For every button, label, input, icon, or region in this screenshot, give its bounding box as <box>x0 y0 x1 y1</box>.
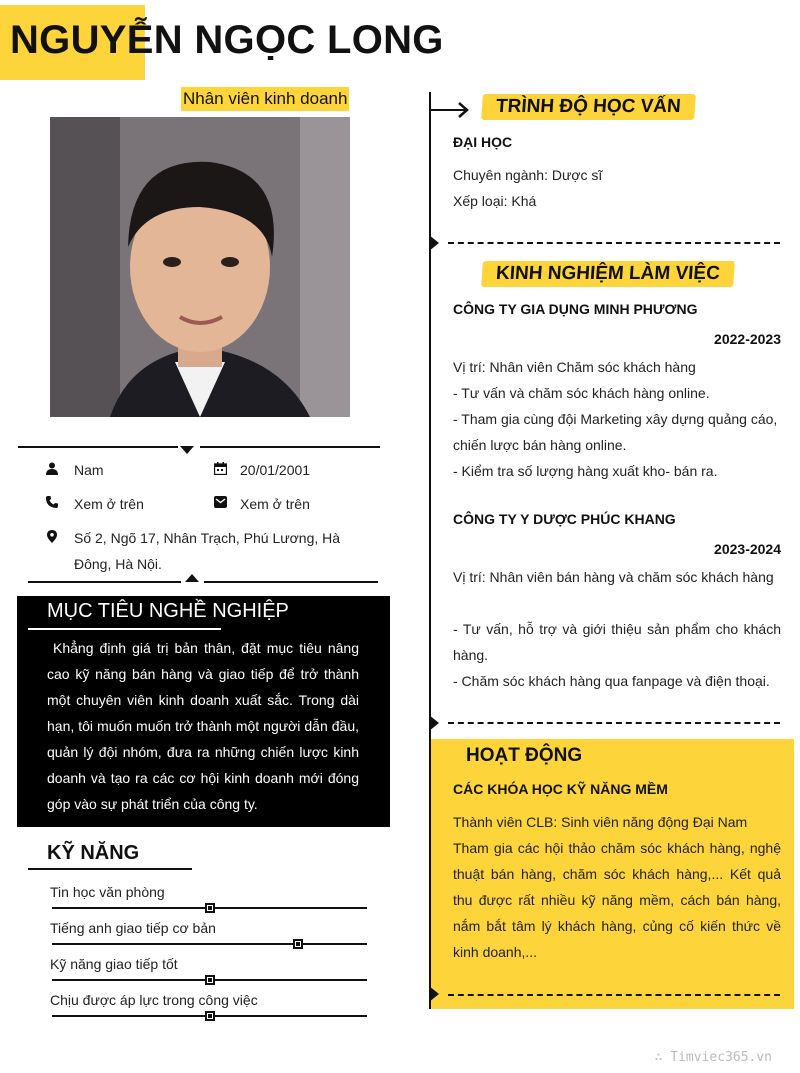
timeline-marker <box>429 715 439 731</box>
activities-line: Thành viên CLB: Sinh viên năng động Đại Nam <box>453 814 748 830</box>
company-name: CÔNG TY GIA DỤNG MINH PHƯƠNG <box>453 301 698 317</box>
user-icon <box>45 461 59 475</box>
job-title: Nhân viên kinh doanh <box>181 87 349 111</box>
skill-label: Kỹ năng giao tiếp tốt <box>50 956 178 972</box>
section-divider <box>448 722 780 724</box>
job-duty: - Kiểm tra số lượng hàng xuất kho- bán ra. <box>453 463 718 479</box>
company-name: CÔNG TY Y DƯỢC PHÚC KHANG <box>453 511 676 527</box>
divider-marker <box>180 446 194 454</box>
activities-text: Tham gia các hội thảo chăm sóc khách hàng, nghệ thuật bán hàng, chăm sóc khách hàng,... Kết quả thu được rất nhiều kỹ năng mềm, cách bán hàng, nắm bắt tâm lý khách hàng, củng cố kiến thức về kinh doanh,... <box>453 840 781 960</box>
watermark-text: Timviec365.vn <box>670 1050 772 1065</box>
skill-label: Chịu được áp lực trong công việc <box>50 992 258 1008</box>
email-value: Xem ở trên <box>240 496 310 512</box>
skill-level-knob <box>205 1011 215 1021</box>
job-duty: - Tham gia cùng đội Marketing xây dựng quảng cáo, <box>453 411 778 427</box>
job-years: 2023-2024 <box>714 541 781 557</box>
skill-bar <box>52 943 367 945</box>
skills-underline <box>28 868 192 870</box>
education-degree: ĐẠI HỌC <box>453 134 513 150</box>
section-divider <box>448 994 780 996</box>
divider <box>18 446 178 448</box>
location-icon <box>45 529 59 543</box>
arrow-right-icon <box>431 100 473 125</box>
timeline-marker <box>429 235 439 251</box>
gender-value: Nam <box>74 462 104 478</box>
watermark: ∴ Timviec365.vn <box>654 1050 772 1065</box>
address-line-2: Đông, Hà Nội. <box>74 556 162 572</box>
phone-icon <box>45 495 59 509</box>
profile-photo <box>50 117 350 417</box>
calendar-icon <box>213 461 227 475</box>
objective-title: MỤC TIÊU NGHỀ NGHIỆP <box>47 600 289 622</box>
job-duty: - Tư vấn và chăm sóc khách hàng online. <box>453 385 710 401</box>
address-line-1: Số 2, Ngõ 17, Nhân Trạch, Phú Lương, Hà <box>74 530 341 546</box>
phone-value: Xem ở trên <box>74 496 144 512</box>
education-title-bg <box>481 94 696 120</box>
job-position: Vị trí: Nhân viên Chăm sóc khách hàng <box>453 359 696 375</box>
skill-level-knob <box>205 975 215 985</box>
divider <box>204 581 378 583</box>
objective-underline <box>28 628 221 630</box>
divider-marker <box>185 574 199 582</box>
experience-title: KINH NGHIỆM LÀM VIỆC <box>495 263 721 284</box>
skill-label: Tiếng anh giao tiếp cơ bản <box>50 920 216 936</box>
candidate-name: NGUYỄN NGỌC LONG <box>10 18 444 62</box>
job-duty: - Tư vấn, hỗ trợ và giới thiệu sản phẩm cho khách hàng. <box>453 621 781 663</box>
activities-title: HOẠT ĐỘNG <box>466 745 583 766</box>
education-major: Chuyên ngành: Dược sĩ <box>453 167 603 183</box>
section-divider <box>448 242 780 244</box>
objective-text: Khẳng định giá trị bản thân, đặt mục tiêu nâng cao kỹ năng bán hàng và giao tiếp để trở thành một chuyên viên kinh doanh xuất sắc. Trong dài hạn, tôi muốn muốn trở thành một người dẫn đầu, quản lý đội nhóm, đưa ra những chiến lược kinh doanh và tạo ra các cơ hội kinh doanh mới đóng góp vào sự phát triển của công ty. <box>47 640 359 812</box>
skills-title: KỸ NĂNG <box>47 842 140 864</box>
divider <box>28 581 181 583</box>
timeline-marker <box>429 986 439 1002</box>
email-icon <box>213 495 227 509</box>
divider <box>200 446 380 448</box>
birthday-value: 20/01/2001 <box>240 462 311 478</box>
job-years: 2022-2023 <box>714 331 781 347</box>
job-duty: chiến lược bán hàng online. <box>453 437 627 453</box>
job-duty: - Chăm sóc khách hàng qua fanpage và điện thoại. <box>453 673 770 689</box>
activities-subtitle: CÁC KHÓA HỌC KỸ NĂNG MỀM <box>453 781 668 797</box>
skill-level-knob <box>205 903 215 913</box>
education-rank: Xếp loại: Khá <box>453 193 537 209</box>
education-title: TRÌNH ĐỘ HỌC VẤN <box>495 96 682 117</box>
skill-level-knob <box>293 939 303 949</box>
skill-label: Tin học văn phòng <box>50 884 165 900</box>
experience-title-bg <box>481 261 735 287</box>
job-position: Vị trí: Nhân viên bán hàng và chăm sóc khách hàng <box>453 569 774 585</box>
